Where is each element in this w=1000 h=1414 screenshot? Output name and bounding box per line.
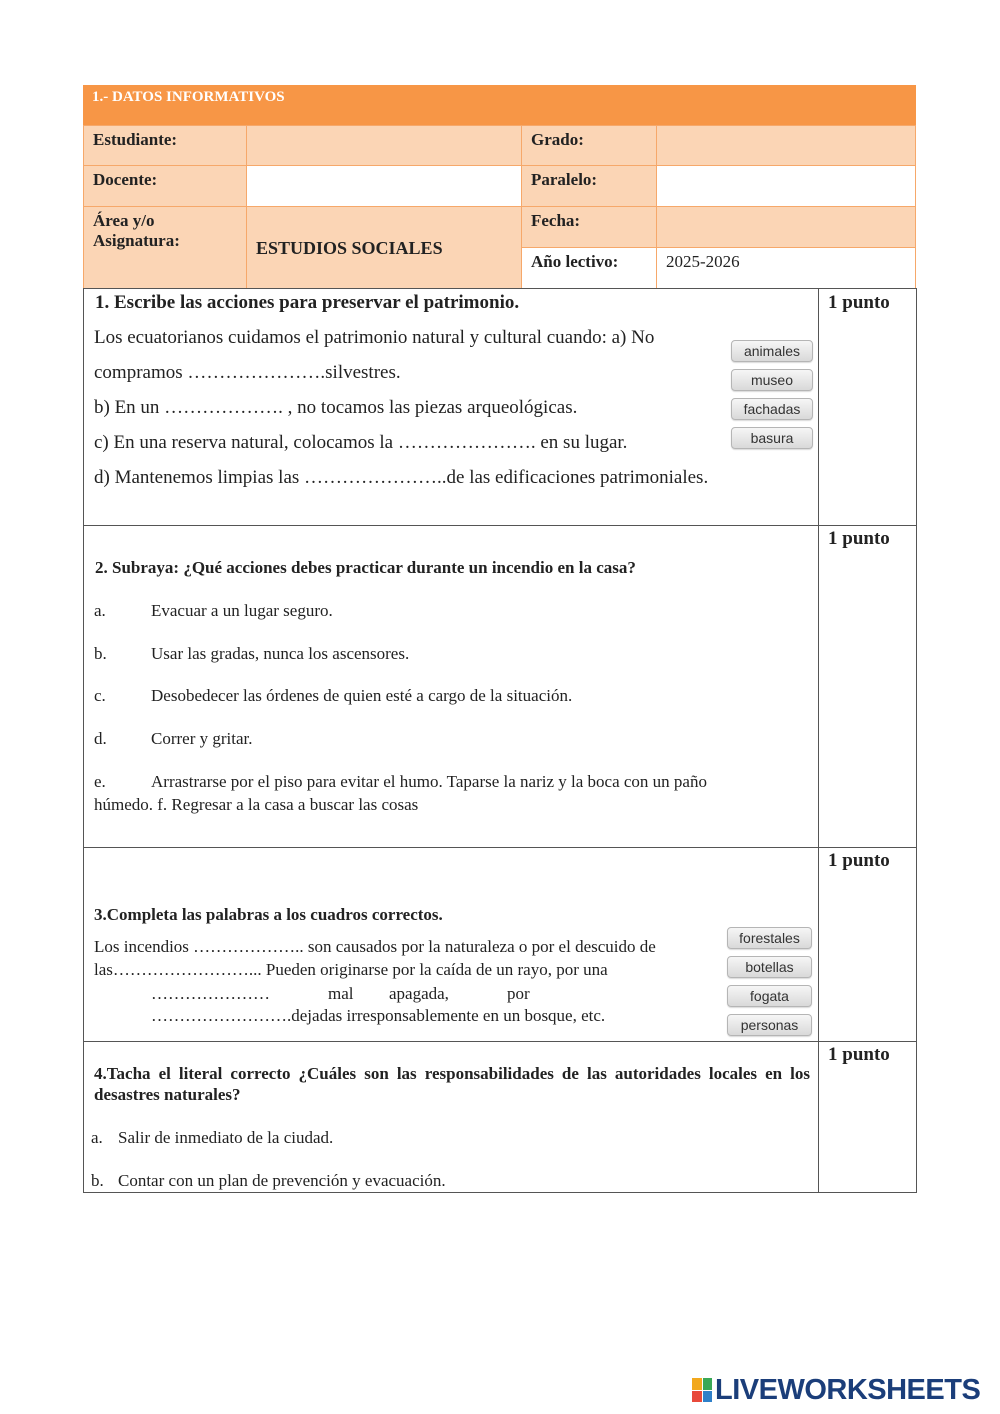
question-1-points-cell bbox=[818, 288, 917, 526]
question-1-points: 1 punto bbox=[828, 292, 890, 313]
question-1-line-1: Los ecuatorianos cuidamos el patrimonio natural y cultural cuando: a) No bbox=[94, 327, 655, 348]
logo-square-1 bbox=[692, 1378, 702, 1390]
liveworksheets-logo-text: LIVEWORKSHEETS bbox=[715, 1373, 981, 1406]
question-2-option-b-letter: b. bbox=[94, 644, 107, 663]
question-3-points: 1 punto bbox=[828, 850, 890, 871]
question-2-option-c[interactable]: Desobedecer las órdenes de quien esté a cargo de la situación. bbox=[151, 686, 573, 705]
word-chip-forestales[interactable]: forestales bbox=[727, 927, 812, 949]
question-4-title: 4.Tacha el literal correcto ¿Cuáles son las responsabilidades de las autoridades locales en los desastres naturales? bbox=[94, 1064, 810, 1104]
question-2-option-d[interactable]: Correr y gritar. bbox=[151, 729, 253, 748]
question-2-option-b[interactable]: Usar las gradas, nunca los ascensores. bbox=[151, 644, 410, 663]
question-4-option-b[interactable]: Contar con un plan de prevención y evacuación. bbox=[118, 1171, 446, 1190]
docente-label: Docente: bbox=[83, 165, 247, 207]
paralelo-label: Paralelo: bbox=[521, 165, 657, 207]
word-chip-botellas[interactable]: botellas bbox=[727, 956, 812, 978]
question-2-points-cell bbox=[818, 525, 917, 848]
question-1-line-3: b) En un ………………. , no tocamos las piezas arqueológicas. bbox=[94, 397, 578, 418]
question-4-option-b-letter: b. bbox=[91, 1171, 104, 1190]
question-3-word-mal: mal bbox=[328, 984, 354, 1003]
liveworksheets-logo-icon bbox=[692, 1378, 712, 1402]
estudiante-field[interactable] bbox=[246, 125, 522, 166]
question-3-points-cell bbox=[818, 847, 917, 1042]
question-2-option-e[interactable]: Arrastrarse por el piso para evitar el humo. Taparse la nariz y la boca con un paño bbox=[151, 772, 707, 791]
section-title: 1.- DATOS INFORMATIVOS bbox=[92, 89, 285, 105]
docente-field[interactable] bbox=[246, 165, 522, 207]
area-label bbox=[83, 206, 247, 289]
fecha-label: Fecha: bbox=[521, 206, 657, 248]
fecha-field[interactable] bbox=[656, 206, 916, 248]
question-1-line-4: c) En una reserva natural, colocamos la …………………. en su lugar. bbox=[94, 432, 628, 453]
area-label-line2: Asignatura: bbox=[93, 231, 180, 250]
anio-value: 2025-2026 bbox=[656, 247, 916, 289]
area-label-line1: Área y/o bbox=[93, 211, 155, 230]
grado-label: Grado: bbox=[521, 125, 657, 166]
word-chip-fachadas[interactable]: fachadas bbox=[731, 398, 813, 420]
question-3-line-4: …………………….dejadas irresponsablemente en un bosque, etc. bbox=[151, 1006, 606, 1025]
question-1-title: 1. Escribe las acciones para preservar el patrimonio. bbox=[95, 292, 520, 313]
question-3-word-apagada: apagada, bbox=[389, 984, 449, 1003]
question-4-points: 1 punto bbox=[828, 1044, 890, 1065]
question-3-blank-fogata: ………………… bbox=[151, 984, 270, 1003]
question-4-option-a-letter: a. bbox=[91, 1128, 103, 1147]
question-2-option-a[interactable]: Evacuar a un lugar seguro. bbox=[151, 601, 333, 620]
paralelo-field[interactable] bbox=[656, 165, 916, 207]
section-title-bar bbox=[83, 85, 916, 125]
word-chip-basura[interactable]: basura bbox=[731, 427, 813, 449]
word-chip-animales[interactable]: animales bbox=[731, 340, 813, 362]
logo-square-3 bbox=[692, 1391, 702, 1403]
question-3-word-por: por bbox=[507, 984, 530, 1003]
grado-field[interactable] bbox=[656, 125, 916, 166]
question-4-option-a[interactable]: Salir de inmediato de la ciudad. bbox=[118, 1128, 334, 1147]
logo-square-2 bbox=[703, 1378, 713, 1390]
estudiante-label: Estudiante: bbox=[83, 125, 247, 166]
question-2-points: 1 punto bbox=[828, 528, 890, 549]
question-3-line-2: las……………………... Pueden originarse por la caída de un rayo, por una bbox=[94, 960, 608, 979]
area-value: ESTUDIOS SOCIALES bbox=[246, 206, 522, 289]
question-2-option-e-letter: e. bbox=[94, 772, 106, 791]
word-chip-personas[interactable]: personas bbox=[727, 1014, 812, 1036]
question-2-title: 2. Subraya: ¿Qué acciones debes practicar durante un incendio en la casa? bbox=[95, 558, 636, 577]
word-chip-museo[interactable]: museo bbox=[731, 369, 813, 391]
question-3-title: 3.Completa las palabras a los cuadros correctos. bbox=[94, 905, 443, 924]
question-1-line-5: d) Mantenemos limpias las …………………..de las edificaciones patrimoniales. bbox=[94, 467, 709, 488]
anio-label: Año lectivo: bbox=[521, 247, 657, 289]
question-1-line-2: compramos ………………….silvestres. bbox=[94, 362, 401, 383]
question-2-option-c-letter: c. bbox=[94, 686, 106, 705]
word-chip-fogata[interactable]: fogata bbox=[727, 985, 812, 1007]
logo-square-4 bbox=[703, 1391, 713, 1403]
question-3-line-1: Los incendios ……………….. son causados por la naturaleza o por el descuido de bbox=[94, 937, 656, 956]
liveworksheets-logo bbox=[692, 1375, 980, 1405]
question-2-option-e-continuation[interactable]: húmedo. f. Regresar a la casa a buscar las cosas bbox=[94, 795, 419, 814]
question-2-option-a-letter: a. bbox=[94, 601, 106, 620]
question-2-option-d-letter: d. bbox=[94, 729, 107, 748]
